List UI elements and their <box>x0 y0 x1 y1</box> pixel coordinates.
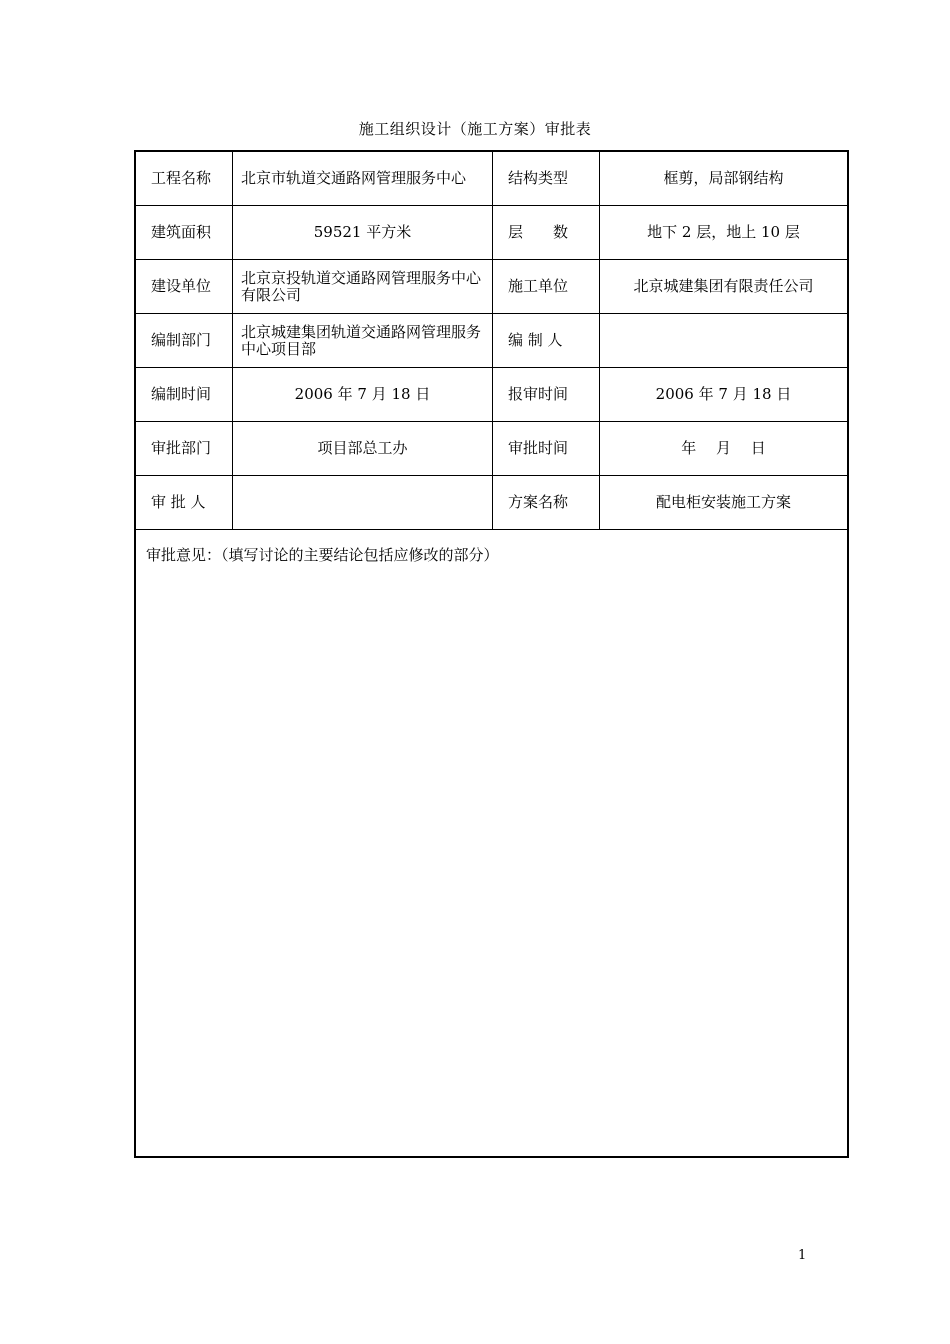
document-title: 施工组织设计（施工方案）审批表 <box>358 120 592 138</box>
page-number: 1 <box>798 1248 807 1263</box>
form-grid <box>136 152 847 530</box>
value-structure-type: 框剪，局部钢结构 <box>600 152 847 206</box>
opinion-hint: （填写讨论的主要结论包括应修改的部分） <box>221 546 499 564</box>
value-project-name: 北京市轨道交通路网管理服务中心 <box>233 152 493 206</box>
value-approver <box>233 476 493 530</box>
label-construction-unit: 施工单位 <box>493 260 600 314</box>
label-approval-department: 审批部门 <box>136 422 233 476</box>
label-compiler: 编 制 人 <box>493 314 600 368</box>
approval-form-table <box>134 150 849 1158</box>
label-approval-date: 审批时间 <box>493 422 600 476</box>
label-submit-date: 报审时间 <box>493 368 600 422</box>
value-approval-department: 项目部总工办 <box>233 422 493 476</box>
value-floors: 地下 2 层，地上 10 层 <box>600 206 847 260</box>
label-plan-name: 方案名称 <box>493 476 600 530</box>
value-owner-unit: 北京京投轨道交通路网管理服务中心有限公司 <box>233 260 493 314</box>
value-construction-unit: 北京城建集团有限责任公司 <box>600 260 847 314</box>
label-owner-unit: 建设单位 <box>136 260 233 314</box>
label-floors: 层 数 <box>493 206 600 260</box>
label-compiling-department: 编制部门 <box>136 314 233 368</box>
label-building-area: 建筑面积 <box>136 206 233 260</box>
label-project-name: 工程名称 <box>136 152 233 206</box>
value-building-area: 59521 平方米 <box>233 206 493 260</box>
value-approval-date: 年 月 日 <box>600 422 847 476</box>
value-compiling-department: 北京城建集团轨道交通路网管理服务中心项目部 <box>233 314 493 368</box>
label-structure-type: 结构类型 <box>493 152 600 206</box>
value-compile-date: 2006 年 7 月 18 日 <box>233 368 493 422</box>
label-compile-date: 编制时间 <box>136 368 233 422</box>
label-approver: 审 批 人 <box>136 476 233 530</box>
value-compiler <box>600 314 847 368</box>
approval-opinion-section <box>136 530 847 1150</box>
opinion-label: 审批意见： <box>146 546 222 564</box>
value-submit-date: 2006 年 7 月 18 日 <box>600 368 847 422</box>
value-plan-name: 配电柜安装施工方案 <box>600 476 847 530</box>
